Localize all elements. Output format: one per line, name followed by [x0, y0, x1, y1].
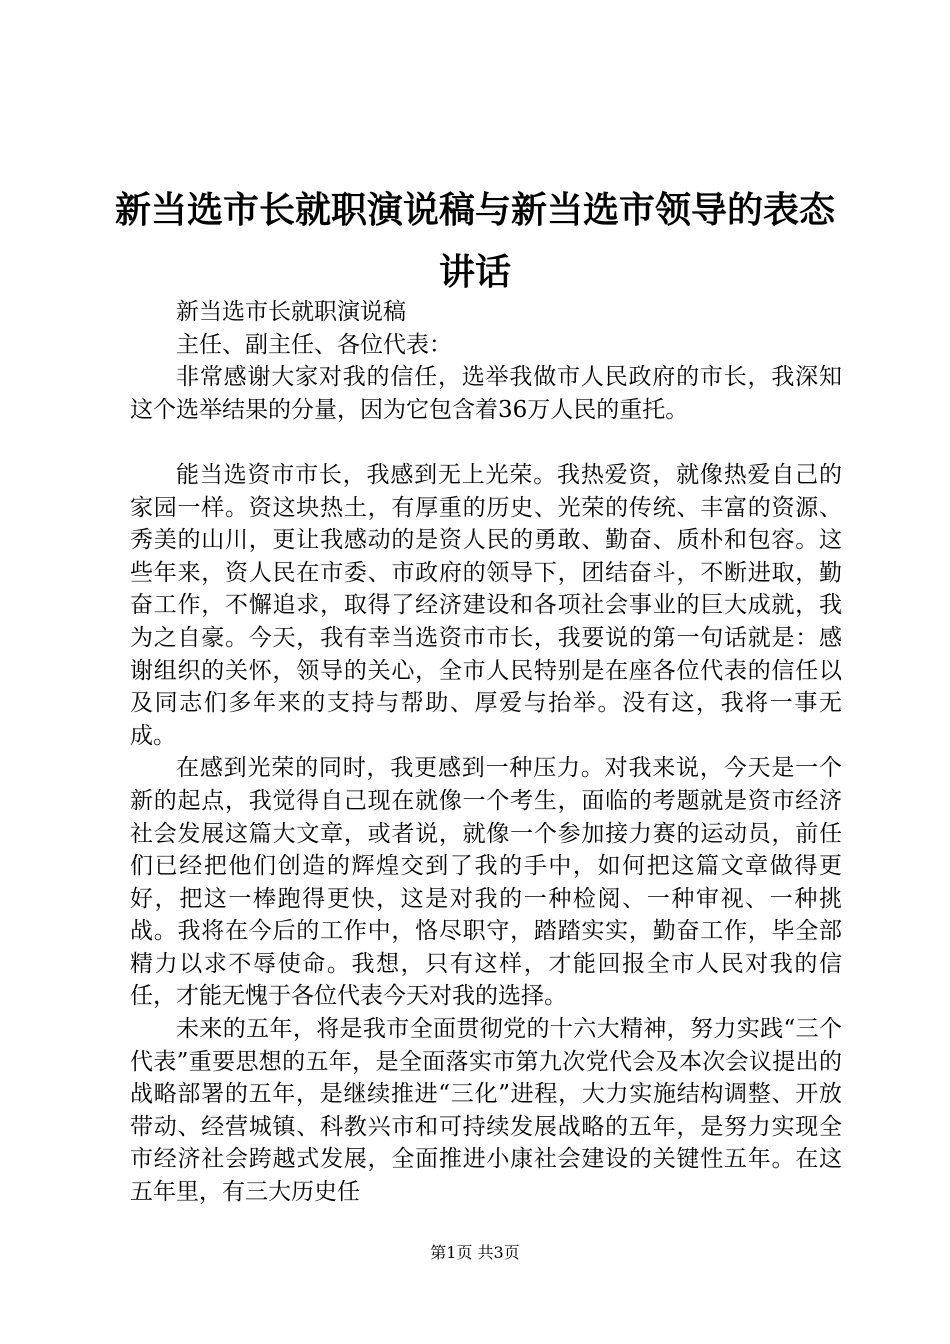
- page-number: 第1页 共3页: [430, 1243, 520, 1262]
- speech-subtitle: 新当选市长就职演说稿: [176, 299, 406, 325]
- body-paragraph: 在感到光荣的同时，我更感到一种压力。对我来说，今天是一个新的起点，我觉得自己现在就像一个考生，面临的考题就是资市经济社会发展这篇大文章，或者说，就像一个参加接力赛的运动员，前任们已经把他们创造的辉煌交到了我的手中，如何把这篇文章做得更好，把这一棒跑得更快，这是对我的一种检阅、一种审视、一种挑战。我将在今后的工作中，恪尽职守，踏踏实实，勤奋工作，毕全部精力以求不辱使命。我想，只有这样，才能回报全市人民对我的信任，才能无愧于各位代表今天对我的选择。: [130, 755, 842, 1010]
- salutation: 主任、副主任、各位代表：: [176, 331, 452, 358]
- body-paragraph: 非常感谢大家对我的信任，选举我做市人民政府的市长，我深知这个选举结果的分量，因为它包含着36万人民的重托。: [130, 364, 842, 423]
- body-paragraph: 能当选资市市长，我感到无上光荣。我热爱资，就像热爱自己的家园一样。资这块热土，有厚重的历史、光荣的传统、丰富的资源、秀美的山川，更让我感动的是资人民的勇敢、勤奋、质朴和包容。这些年来，资人民在市委、市政府的领导下，团结奋斗，不断进取，勤奋工作，不懈追求，取得了经济建设和各项社会事业的巨大成就，我为之自豪。今天，我有幸当选资市市长，我要说的第一句话就是：感谢组织的关怀，领导的关心，全市人民特别是在座各位代表的信任以及同志们多年来的支持与帮助、厚爱与抬举。没有这，我将一事无成。: [130, 461, 842, 749]
- document-body: [130, 296, 842, 1209]
- document-title: 新当选市长就职演说稿与新当选市领导的表态讲话: [114, 190, 835, 293]
- body-paragraph: 未来的五年，将是我市全面贯彻党的十六大精神，努力实践“三个代表”重要思想的五年，是全面落实市第九次党代会及本次会议提出的战略部署的五年，是继续推进“三化”进程，大力实施结构调整、开放带动、经营城镇、科教兴市和可持续发展战略的五年，是努力实现全市经济社会跨越式发展，全面推进小康社会建设的关键性五年。在这五年里，有三大历史任: [130, 1016, 842, 1206]
